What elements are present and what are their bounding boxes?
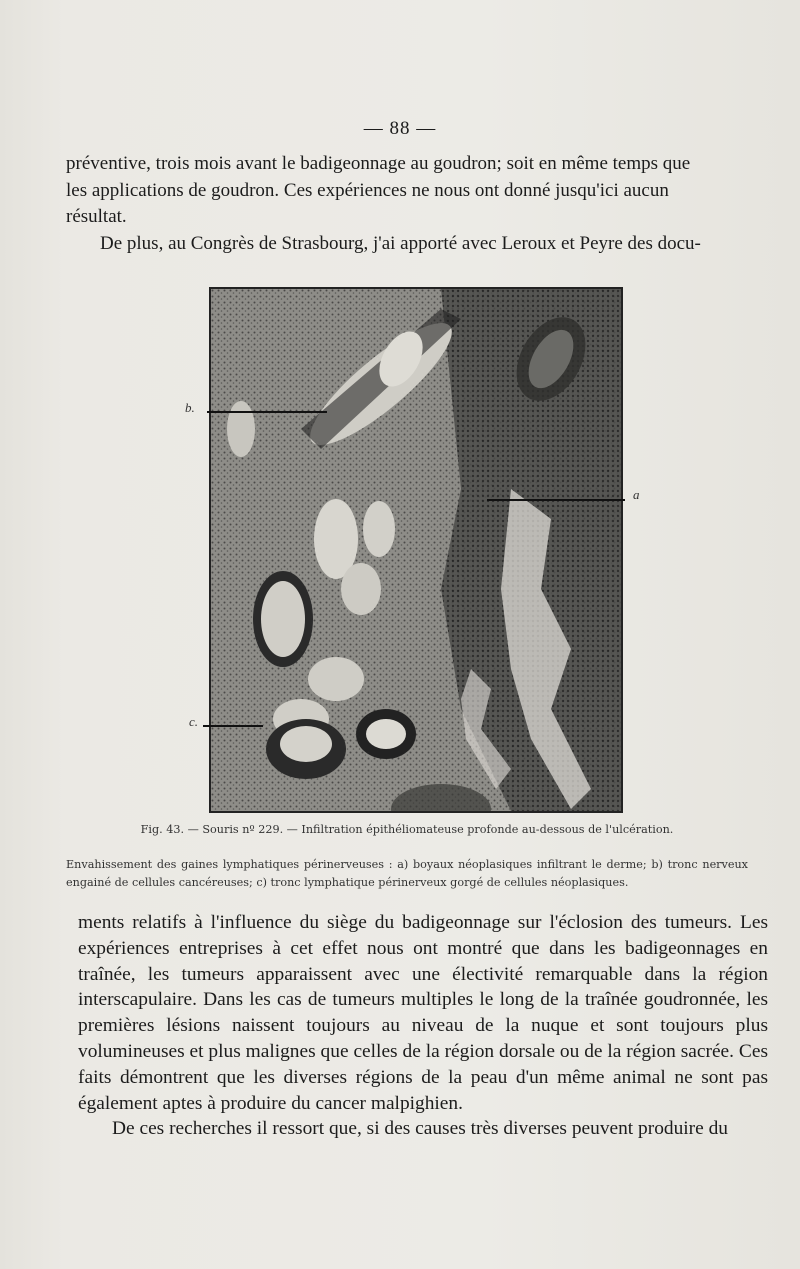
paragraph-bottom-text2: De ces recherches il ressort que, si des causes très diverses peuvent produire du xyxy=(112,1118,728,1140)
label-b-leader xyxy=(207,411,327,413)
figure-43 xyxy=(95,287,755,811)
figure-caption-body: Envahissement des gaines lymphatiques périnerveuses : a) boyaux néoplasiques infiltrant le derme; b) tronc nerveux engainé de cellules cancéreuses; c) tronc lymphatique périnerveux gorgé de cellules néoplasiques. xyxy=(66,858,748,889)
page-number: — 88 — xyxy=(363,118,437,139)
paragraph-top xyxy=(66,151,754,257)
paragraph-top-line3: résultat. xyxy=(66,206,127,227)
paragraph-bottom-text: ments relatifs à l'influence du siège du badigeonnage sur l'éclosion des tumeurs. Les expériences entreprises à cet effet nous ont montré que dans les badigeonnages en traînée, les tumeurs apparaissent avec une électivité remarquable dans la région interscapulaire. Dans les cas de tumeurs multiples le long de la traînée goudronnée, les premières lésions naissent toujours au niveau de la nuque et sont toujours plus volumineuses et plus malignes que celles de la région dorsale ou de la région sacrée. Ces faits démontrent que les diverses régions de la peau d'un même animal ne sont pas également aptes à produire du cancer malpighien. xyxy=(78,912,768,1114)
label-c-leader xyxy=(203,725,263,727)
paragraph-top-line1: préventive, trois mois avant le badigeonnage au goudron; soit en même temps que xyxy=(66,153,691,174)
figure-caption-title: Fig. 43. — Souris nº 229. — Infiltration épithéliomateuse profonde au-dessous de l'ulcération. xyxy=(140,823,674,836)
figure-label-b: b. xyxy=(185,400,195,415)
figure-label-a: a xyxy=(633,487,640,502)
paragraph-bottom xyxy=(78,910,768,1142)
paragraph-top-line2: les applications de goudron. Ces expériences ne nous ont donné jusqu'ici aucun xyxy=(66,179,669,201)
figure-label-c: c. xyxy=(189,714,199,729)
paragraph-top-line4: De plus, au Congrès de Strasbourg, j'ai apporté avec Leroux et Peyre des docu- xyxy=(100,232,701,254)
histology-micrograph xyxy=(209,287,623,813)
label-a-leader xyxy=(487,499,625,501)
